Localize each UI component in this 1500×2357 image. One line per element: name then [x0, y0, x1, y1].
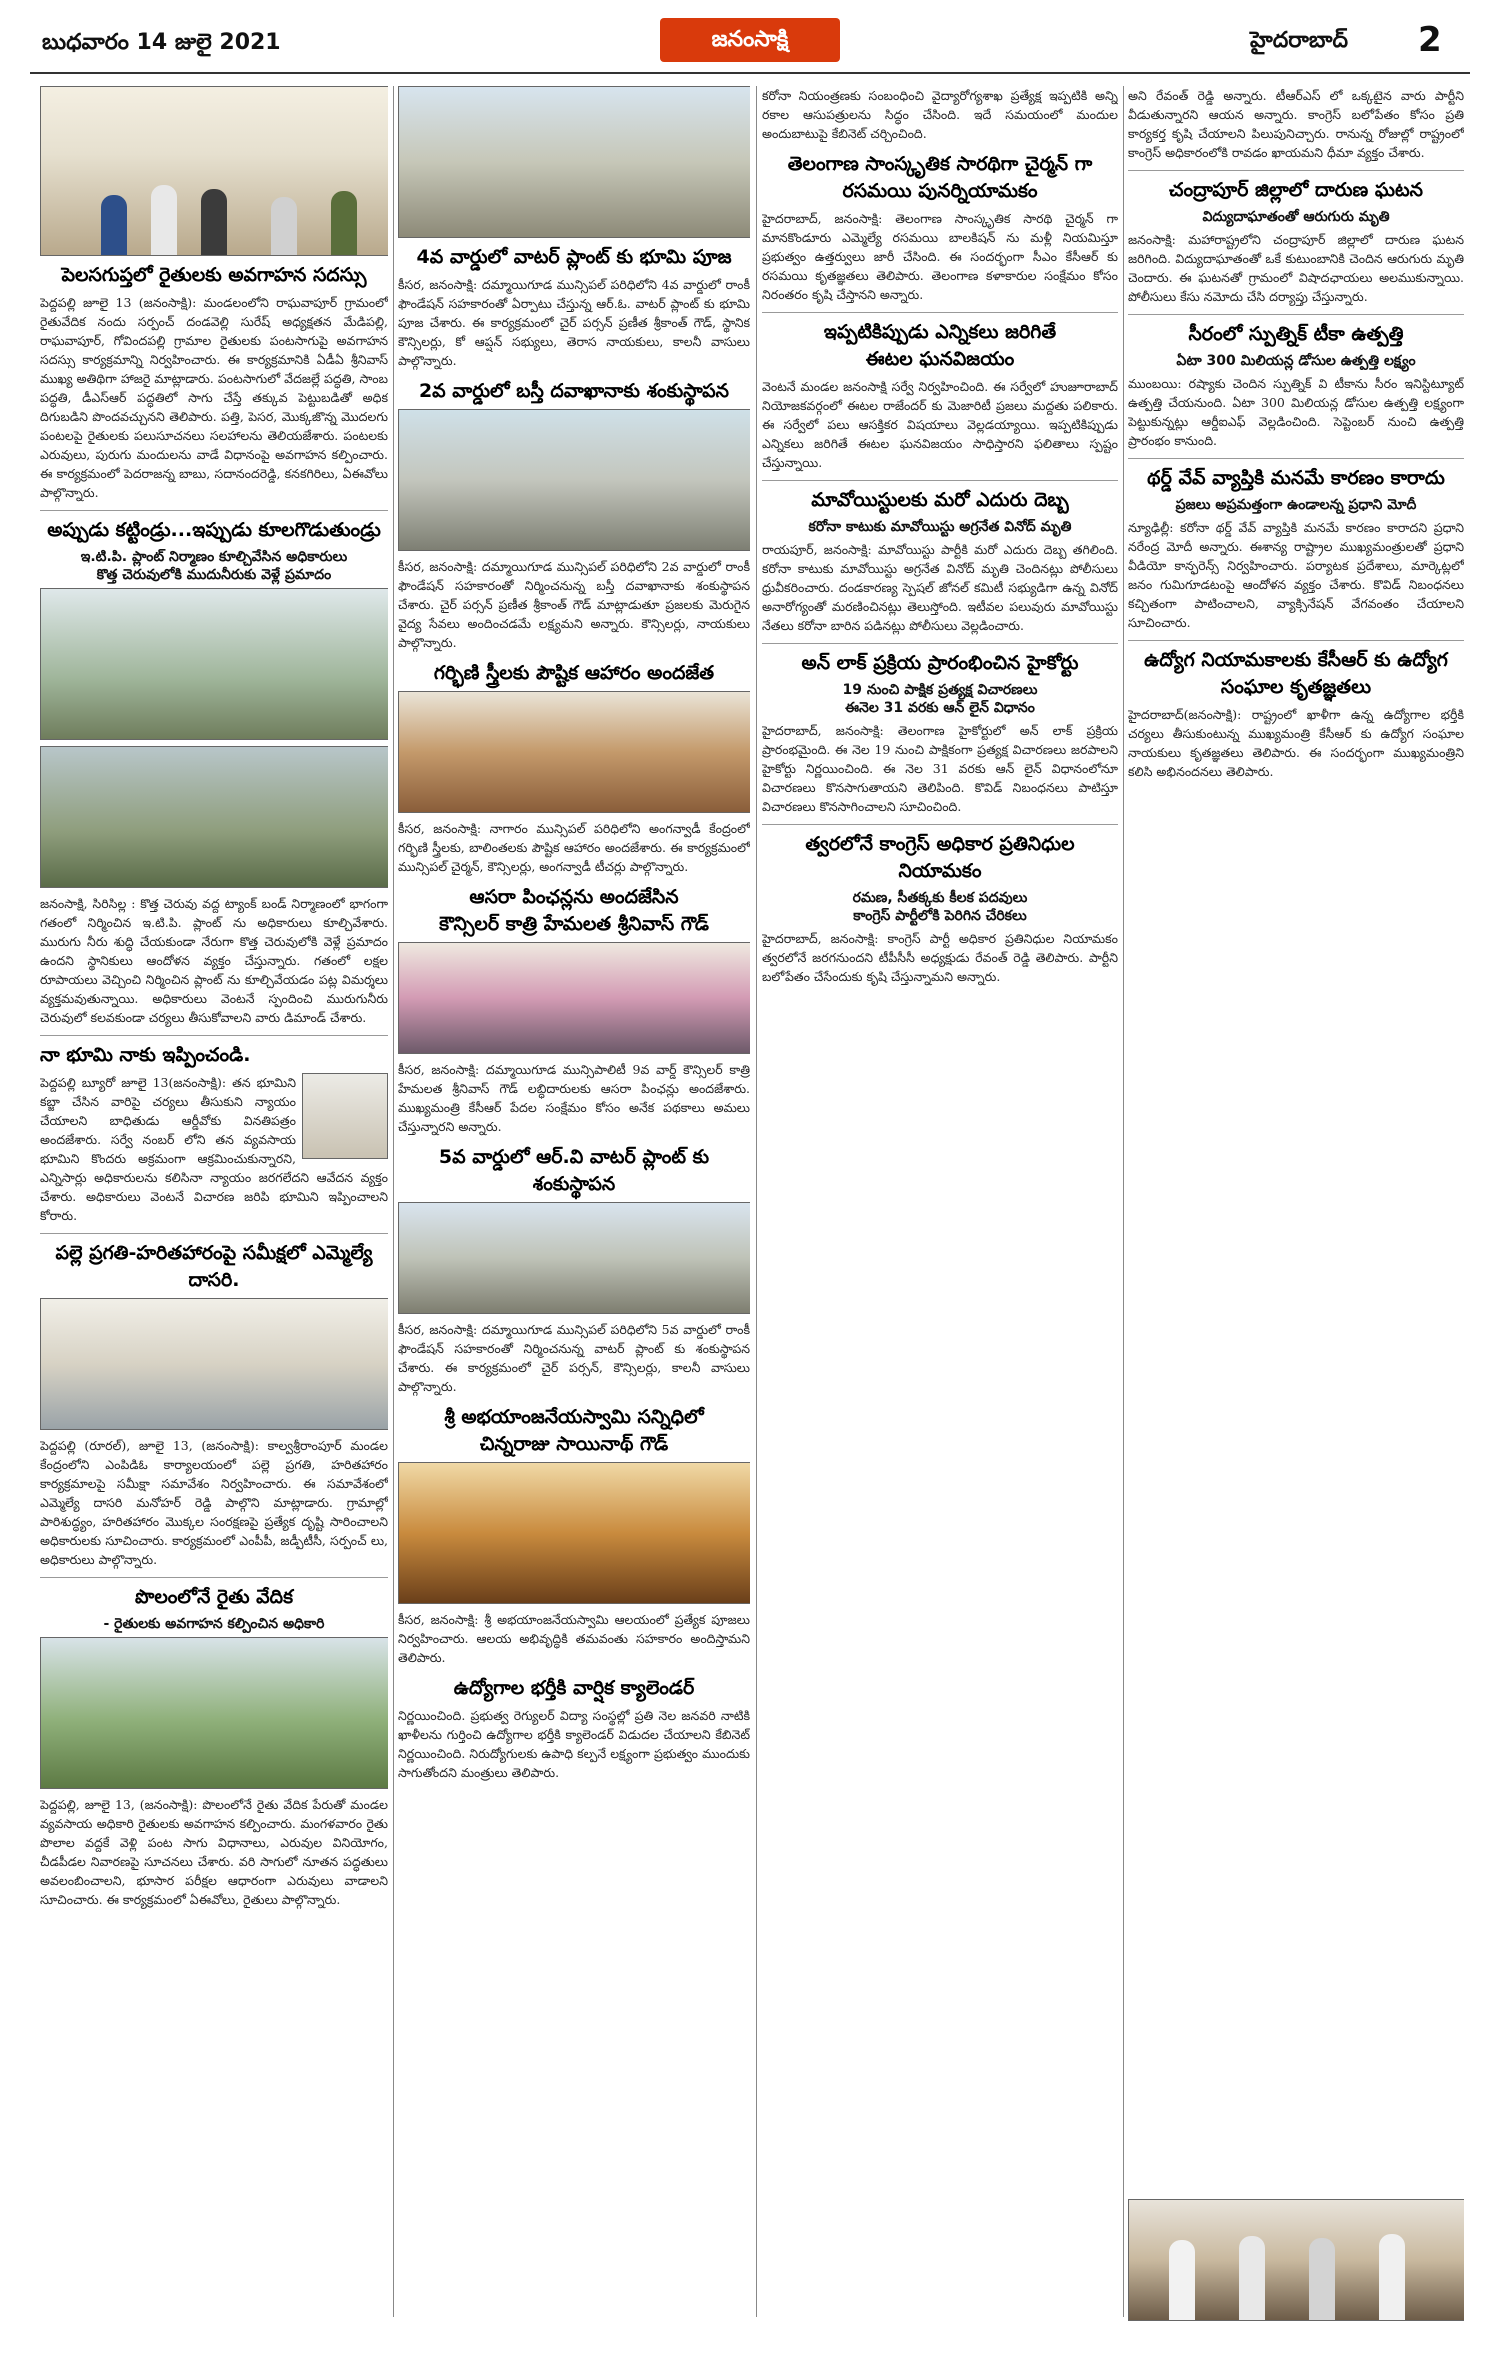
subheadline: ఏటా 300 మిలియన్ల డోసుల ఉత్పత్తి లక్ష్యం — [1176, 353, 1416, 369]
column-1 — [40, 86, 388, 2327]
news-photo — [398, 1462, 750, 1604]
divider — [1128, 458, 1464, 459]
news-photo — [398, 691, 750, 813]
headline: తెలంగాణ సాంస్కృతిక సారథిగా చైర్మన్ గా రసమయి పునర్నియామకం — [787, 153, 1093, 202]
article-body: రాయపూర్, జనంసాక్షి: మావోయిస్టు పార్టీకి మరో ఎదురు దెబ్బ తగిలింది. కరోనా కాటుకు మావోయిస్టు అగ్రనేత వినోద్ మృతి చెందినట్లు పోలీసులు ధ్రువీకరించారు. దండకారణ్య స్పెషల్ జోనల్ కమిటీ సభ్యుడిగా ఉన్న వినోద్ అనారోగ్యంతో మరణించినట్లు తెలుస్తోంది. ఇటీవల పలువురు మావోయిస్టు నేతలు కరోనా బారిన పడినట్లు పోలీసులు వెల్లడించారు. — [762, 542, 1118, 633]
article-body: కీసర, జనంసాక్షి: నాగారం మున్సిపల్ పరిధిలోని అంగన్వాడీ కేంద్రంలో గర్భిణి స్త్రీలకు, బాలింతలకు పౌష్టిక ఆహారం అందజేశారు. ఈ కార్యక్రమంలో మున్సిపల్ చైర్మన్, కౌన్సిలర్లు, అంగన్వాడీ టీచర్లు పాల్గొన్నారు. — [398, 821, 750, 874]
article-body: న్యూఢిల్లీ: కరోనా థర్డ్ వేవ్ వ్యాప్తికి మనమే కారణం కారాదని ప్రధాని నరేంద్ర మోదీ అన్నారు. ఈశాన్య రాష్ట్రాల ముఖ్యమంత్రులతో ప్రధాని వీడియో కాన్ఫరెన్స్ నిర్వహించారు. పర్యాటక ప్రదేశాలు, మార్కెట్లలో జనం గుమిగూడటంపై ఆందోళన వ్యక్తం చేశారు. కొవిడ్ నిబంధనలు కచ్చితంగా పాటించాలని, వ్యాక్సినేషన్ వేగవంతం చేయాలని సూచించారు. — [1128, 520, 1464, 630]
news-photo — [40, 1298, 388, 1430]
headline: అన్ లాక్ ప్రక్రియ ప్రారంభించిన హైకోర్టు — [801, 652, 1079, 674]
headline: ఇప్పటికిప్పుడు ఎన్నికలు జరిగితే ఈటల ఘనవిజయం — [823, 321, 1057, 370]
article-body: కీసర, జనంసాక్షి: దమ్మాయిగూడ మున్సిపాలిటీ 9వ వార్డ్ కౌన్సిలర్ కాత్రి హేమలత శ్రీనివాస్ గౌడ్ లబ్ధిదారులకు ఆసరా పింఛన్లు అందజేశారు. ముఖ్యమంత్రి కేసీఆర్ పేదల సంక్షేమం కోసం అనేక పథకాలు అమలు చేస్తున్నారని అన్నారు. — [398, 1062, 750, 1134]
news-photo — [40, 588, 388, 740]
headline: మావోయిస్టులకు మరో ఎదురు దెబ్బ — [811, 489, 1069, 511]
headline: థర్డ్ వేవ్ వ్యాప్తికి మనమే కారణం కారాదు — [1147, 467, 1445, 489]
divider — [40, 1233, 388, 1234]
divider — [762, 824, 1118, 825]
divider — [1128, 314, 1464, 315]
column-4 — [1128, 86, 1464, 2327]
news-photo — [398, 409, 750, 551]
subheadline: ఇ.టి.పి. ప్లాంట్ నిర్మాణం కూల్చివేసిన అధికారులు కొత్త చెరువులోకి ముదునీరుకు వెళ్లే ప్రమాదం — [80, 549, 348, 583]
portrait-photo — [302, 1073, 388, 1159]
headline: పొలంలోనే రైతు వేదిక — [134, 1586, 294, 1608]
article-body: కీసర, జనంసాక్షి: దమ్మాయిగూడ మున్సిపల్ పరిధిలోని 4వ వార్డులో రాంకీ ఫౌండేషన్ సహకారంతో ఏర్పాటు చేస్తున్న ఆర్.ఓ. వాటర్ ప్లాంట్ కు భూమి పూజ చేశారు. ఈ కార్యక్రమంలో చైర్ పర్సన్ ప్రణీత శ్రీకాంత్ గౌడ్, స్థానిక కౌన్సిలర్లు, కో ఆప్షన్ సభ్యులు, తెరాస నాయకులు, కాలనీ వాసులు పాల్గొన్నారు. — [398, 277, 750, 368]
article-body: పెద్దపల్లి జూలై 13 (జనంసాక్షి): మండలంలోని రాఘవాపూర్ గ్రామంలో రైతువేదిక నందు సర్పంచ్ దండవెల్లి సురేష్ అధ్యక్షతన మేడిపల్లి, రాఘవాపూర్, గోవిందపల్లి గ్రామాల రైతులకు పంటసాగుపై అవగాహన సదస్సు కార్యక్రమాన్ని నిర్వహించారు. ఈ కార్యక్రమానికి ఏడీఏ శ్రీనివాస్ ముఖ్య అతిథిగా హాజరై మాట్లాడారు. పంటసాగులో వేదజల్లే పద్ధతి, సాంబ పద్ధతి, డీఎస్ఆర్ పద్ధతిలో సాగు చేస్తే తక్కువ పెట్టుబడితో అధిక దిగుబడిని పొందవచ్చునని తెలిపారు. పత్తి, పెసర, మొక్కజొన్న మొదలగు పంటలపై రైతులకు పలుసూచనలు సలహాలను తెలియజేశారు. పంటలకు ఎరువులు, పురుగు మందులను వాడే విధానంపై అవగాహన కల్పించారు. ఈ కార్యక్రమంలో పెదరాజన్న బాబు, సదానందరెడ్డి, కనకగిరిలు, ఏఈవోలు పాల్గొన్నారు. — [40, 295, 388, 500]
divider — [1128, 640, 1464, 641]
news-photo — [40, 1637, 388, 1789]
headline: పెలసగుప్తలో రైతులకు అవగాహన సదస్సు — [61, 264, 367, 286]
divider — [762, 480, 1118, 481]
article-body: కీసర, జనంసాక్షి: దమ్మాయిగూడ మున్సిపల్ పరిధిలోని 2వ వార్డులో రాంకీ ఫౌండేషన్ సహకారంతో నిర్మించనున్న బస్తీ దవాఖానాకు శంకుస్థాపన చేశారు. చైర్ పర్సన్ ప్రణీత శ్రీకాంత్ గౌడ్ మాట్లాడుతూ ప్రజలకు మెరుగైన వైద్య సేవలు అందించడమే లక్ష్యమని అన్నారు. కౌన్సిలర్లు, నాయకులు పాల్గొన్నారు. — [398, 559, 750, 650]
column-divider — [1123, 86, 1124, 2317]
news-photo — [398, 86, 750, 238]
issue-date: బుధవారం 14 జులై 2021 — [42, 30, 281, 55]
headline: నా భూమి నాకు ఇప్పించండి. — [40, 1044, 251, 1066]
article-body: హైదరాబాద్, జనంసాక్షి: తెలంగాణ సాంస్కృతిక సారథి చైర్మన్ గా మానకొండూరు ఎమ్మెల్యే రసమయి బాలకిషన్ ను మళ్లీ నియమిస్తూ ప్రభుత్వం ఉత్తర్వులు జారీ చేసింది. ఈ సందర్భంగా సీఎం కేసీఆర్ కు రసమయి కృతజ్ఞతలు తెలిపారు. తెలంగాణ కళాకారుల సంక్షేమం కోసం నిరంతరం కృషి చేస్తానని అన్నారు. — [762, 211, 1118, 302]
article-body: కీసర, జనంసాక్షి: శ్రీ అభయాంజనేయస్వామి ఆలయంలో ప్రత్యేక పూజలు నిర్వహించారు. ఆలయ అభివృద్ధికి తమవంతు సహకారం అందిస్తామని తెలిపారు. — [398, 1612, 750, 1665]
column-3 — [762, 86, 1118, 2327]
article-body: అని రేవంత్ రెడ్డి అన్నారు. టీఆర్ఎస్ లో ఒక్కటైన వారు పార్టీని వీడుతున్నారని ఆయన అన్నారు. కాంగ్రెస్ బలోపేతం కోసం ప్రతి కార్యకర్త కృషి చేయాలని పిలుపునిచ్చారు. రానున్న రోజుల్లో రాష్ట్రంలో కాంగ్రెస్ అధికారంలోకి రావడం ఖాయమని ధీమా వ్యక్తం చేశారు. — [1128, 88, 1464, 160]
headline: ఆసరా పింఛన్లను అందజేసిన కౌన్సిలర్ కాత్రి హేమలత శ్రీనివాస్ గౌడ్ — [439, 886, 709, 935]
article-body: హైదరాబాద్(జనంసాక్షి): రాష్ట్రంలో ఖాళీగా ఉన్న ఉద్యోగాల భర్తీకి చర్యలు తీసుకుంటున్న ముఖ్యమంత్రి కేసీఆర్ కు ఉద్యోగ సంఘాల నాయకులు కృతజ్ఞతలు తెలిపారు. ఈ సందర్భంగా ముఖ్యమంత్రిని కలిసి అభినందనలు తెలిపారు. — [1128, 707, 1464, 779]
column-2 — [398, 86, 750, 2327]
headline: 4వ వార్డులో వాటర్ ప్లాంట్ కు భూమి పూజ — [416, 246, 732, 268]
news-photo — [398, 1202, 750, 1314]
article-body: హైదరాబాద్, జనంసాక్షి: కాంగ్రెస్ పార్టీ అధికార ప్రతినిధుల నియామకం త్వరలోనే జరగనుందని టీపీసీసీ అధ్యక్షుడు రేవంత్ రెడ్డి తెలిపారు. పార్టీని బలోపేతం చేసేందుకు కృషి చేస్తున్నామని అన్నారు. — [762, 931, 1118, 984]
news-photo — [1128, 2199, 1464, 2321]
headline: త్వరలోనే కాంగ్రెస్ అధికార ప్రతినిధుల నియామకం — [805, 833, 1075, 882]
divider — [762, 643, 1118, 644]
headline: 2వ వార్డులో బస్తీ దవాఖానాకు శంకుస్థాపన — [418, 380, 730, 402]
column-divider — [756, 86, 757, 2317]
subheadline: రమణ, సీతక్కకు కీలక పదవులు కాంగ్రెస్ పార్టీలోకి పెరిగిన చేరికలు — [852, 890, 1028, 924]
article-body: కీసర, జనంసాక్షి: దమ్మాయిగూడ మున్సిపల్ పరిధిలోని 5వ వార్డులో రాంకీ ఫౌండేషన్ సహకారంతో నిర్మించనున్న వాటర్ ప్లాంట్ కు శంకుస్థాపన చేశారు. ఈ కార్యక్రమంలో చైర్ పర్సన్, కౌన్సిలర్లు, కాలనీ వాసులు పాల్గొన్నారు. — [398, 1322, 750, 1394]
headline: చంద్రాపూర్ జిల్లాలో దారుణ ఘటన — [1169, 179, 1423, 201]
headline: గర్భిణి స్త్రీలకు పౌష్టిక ఆహారం అందజేత — [433, 662, 715, 684]
divider — [40, 510, 388, 511]
divider — [762, 312, 1118, 313]
article-body: వెంటనే మండల జనంసాక్షి సర్వే నిర్వహించింది. ఈ సర్వేలో హుజూరాబాద్ నియోజకవర్గంలో ఈటల రాజేందర్ కు మెజారిటీ ప్రజలు మద్దతు పలికారు. ఈ సర్వేలో పలు ఆసక్తికర విషయాలు వెల్లడయ్యాయి. ఇప్పటికిప్పుడు ఎన్నికలు జరిగితే ఈటల ఘనవిజయం సాధిస్తారని ఫలితాలు స్పష్టం చేస్తున్నాయి. — [762, 379, 1118, 470]
headline: ఉద్యోగాల భర్తీకి వార్షిక క్యాలెండర్ — [453, 1677, 695, 1699]
article-body: హైదరాబాద్, జనంసాక్షి: తెలంగాణ హైకోర్టులో అన్ లాక్ ప్రక్రియ ప్రారంభమైంది. ఈ నెల 19 నుంచి పాక్షికంగా ప్రత్యక్ష విచారణలు జరపాలని హైకోర్టు నిర్ణయించింది. ఈ నెల 31 వరకు ఆన్ లైన్ విధానంలోనూ విచారణలు కొనసాగుతాయని తెలిపింది. కొవిడ్ నిబంధనలు పాటిస్తూ విచారణలు కొనసాగించాలని సూచించింది. — [762, 723, 1118, 814]
subheadline: కరోనా కాటుకు మావోయిస్టు అగ్రనేత వినోద్ మృతి — [808, 519, 1072, 535]
page-header — [0, 0, 1500, 78]
article-body: పెద్దపల్లి (రూరల్), జూలై 13, (జనంసాక్షి): కాల్వశ్రీరాంపూర్ మండల కేంద్రంలోని ఎంపిడిఓ కార్యాలయంలో పల్లె ప్రగతి, హరితహారం కార్యక్రమాలపై సమీక్షా సమావేశం నిర్వహించారు. ఈ సమావేశంలో ఎమ్మెల్యే దాసరి మనోహర్ రెడ్డి పాల్గొని మాట్లాడారు. గ్రామాల్లో పారిశుద్ధ్యం, హరితహారం మొక్కల సంరక్షణపై ప్రత్యేక దృష్టి సారించాలని అధికారులకు సూచించారు. కార్యక్రమంలో ఎంపీపీ, జడ్పీటీసీ, సర్పంచ్ లు, అధికారులు పాల్గొన్నారు. — [40, 1438, 388, 1567]
edition-city: హైదరాబాద్ — [1250, 28, 1348, 53]
news-photo — [40, 746, 388, 888]
headline: శ్రీ అభయాంజనేయస్వామి సన్నిధిలో చిన్నరాజు సాయినాథ్ గౌడ్ — [444, 1406, 704, 1455]
headline: అప్పుడు కట్టిండ్రు...ఇప్పుడు కూలగొడుతుండ్రు — [47, 519, 381, 541]
article-body: ముంబయి: రష్యాకు చెందిన స్పుత్నిక్ వి టీకాను సీరం ఇనిస్టిట్యూట్ ఉత్పత్తి చేయనుంది. ఏటా 300 మిలియన్ల డోసుల ఉత్పత్తి లక్ష్యంగా పెట్టుకున్నట్లు ఆర్డీఐఎఫ్ వెల్లడించింది. సెప్టెంబర్ నుంచి ఉత్పత్తి ప్రారంభం కానుంది. — [1128, 376, 1464, 448]
subheadline: ప్రజలు అప్రమత్తంగా ఉండాలన్న ప్రధాని మోదీ — [1175, 497, 1417, 513]
page-number: 2 — [1418, 20, 1442, 60]
subheadline: - రైతులకు అవగాహన కల్పించిన అధికారి — [103, 1616, 325, 1632]
header-rule — [30, 72, 1470, 74]
divider — [1128, 170, 1464, 171]
subheadline: విద్యుదాఘాతంతో ఆరుగురు మృతి — [1202, 209, 1390, 225]
article-body: పెద్దపల్లి, జూలై 13, (జనంసాక్షి): పొలంలోనే రైతు వేదిక పేరుతో మండల వ్యవసాయ అధికారి రైతులకు అవగాహన కల్పించారు. మంగళవారం రైతు పొలాల వద్దకే వెళ్లి పంట సాగు విధానాలు, ఎరువుల వినియోగం, చీడపీడల నివారణపై సూచనలు చేశారు. వరి సాగులో నూతన పద్ధతులు అవలంబించాలని, భూసార పరీక్షల ఆధారంగా ఎరువులు వాడాలని సూచించారు. ఈ కార్యక్రమంలో ఏఈవోలు, రైతులు పాల్గొన్నారు. — [40, 1797, 388, 1907]
headline: 5వ వార్డులో ఆర్.వి వాటర్ ప్లాంట్ కు శంకుస్థాపన — [438, 1146, 710, 1195]
article-body: పెద్దపల్లి బ్యూరో జూలై 13(జనంసాక్షి): తన భూమిని కబ్జా చేసిన వారిపై చర్యలు తీసుకుని న్యాయం చేయాలని బాధితుడు ఆర్డీవోకు వినతిపత్రం అందజేశారు. సర్వే నంబర్ లోని తన వ్యవసాయ భూమిని కొందరు అక్రమంగా ఆక్రమించుకున్నారని, ఎన్నిసార్లు అధికారులను కలిసినా న్యాయం జరగలేదని ఆవేదన వ్యక్తం చేశారు. అధికారులు వెంటనే విచారణ జరిపి భూమిని ఇప్పించాలని కోరారు. — [40, 1075, 388, 1223]
news-photo — [398, 942, 750, 1054]
headline: సీరంలో స్పుత్నిక్ టీకా ఉత్పత్తి — [1188, 323, 1404, 345]
headline: ఉద్యోగ నియామకాలకు కేసీఆర్ కు ఉద్యోగ సంఘాల కృతజ్ఞతలు — [1144, 649, 1448, 698]
article-body: జనంసాక్షి: మహారాష్ట్రలోని చంద్రాపూర్ జిల్లాలో దారుణ ఘటన జరిగింది. విద్యుదాఘాతంతో ఒకే కుటుంబానికి చెందిన ఆరుగురు మృతి చెందారు. ఈ ఘటనతో గ్రామంలో విషాదఛాయలు అలముకున్నాయి. పోలీసులు కేసు నమోదు చేసి దర్యాప్తు చేస్తున్నారు. — [1128, 232, 1464, 304]
news-photo — [40, 86, 388, 256]
divider — [40, 1577, 388, 1578]
column-divider — [393, 86, 394, 2317]
article-body: జనంసాక్షి, సిరిసిల్ల : కొత్త చెరువు వద్ద ట్యాంక్ బండ్ నిర్మాణంలో భాగంగా గతంలో నిర్మించిన ఇ.టి.పి. ప్లాంట్ ను అధికారులు కూల్చివేశారు. మురుగు నీరు శుద్ధి చేయకుండా నేరుగా కొత్త చెరువులోకి వెళ్లే ప్రమాదం ఉందని స్థానికులు ఆందోళన వ్యక్తం చేస్తున్నారు. గతంలో లక్షల రూపాయలు వెచ్చించి నిర్మించిన ప్లాంట్ ను కూల్చివేయడం పట్ల విమర్శలు వ్యక్తమవుతున్నాయి. అధికారులు వెంటనే స్పందించి మురుగునీరు చెరువులో కలవకుండా చర్యలు తీసుకోవాలని వారు డిమాండ్ చేశారు. — [40, 896, 388, 1025]
headline: పల్లె ప్రగతి-హరితహారంపై సమీక్షలో ఎమ్మెల్యే దాసరి. — [55, 1242, 373, 1291]
subheadline: 19 నుంచి పాక్షిక ప్రత్యక్ష విచారణలు ఈనెల 31 వరకు ఆన్ లైన్ విధానం — [842, 682, 1038, 716]
divider — [40, 1035, 388, 1036]
article-body: నిర్ణయించింది. ప్రభుత్వ రెగ్యులర్ విద్యా సంస్థల్లో ప్రతి నెల జనవరి నాటికి ఖాళీలను గుర్తించి ఉద్యోగాల భర్తీకి క్యాలెండర్ విడుదల చేయాలని కేబినెట్ నిర్ణయించింది. నిరుద్యోగులకు ఉపాధి కల్పనే లక్ష్యంగా ప్రభుత్వం ముందుకు సాగుతోందని మంత్రులు తెలిపారు. — [398, 1708, 750, 1780]
masthead-logo: జనంసాక్షి — [660, 18, 840, 62]
article-body: కరోనా నియంత్రణకు సంబంధించి వైద్యారోగ్యశాఖ ప్రత్యేక్ష ఇప్పటికి అన్ని రకాల ఆసుపత్రులను సిద్ధం చేసింది. ఇదే సమయంలో మందుల అందుబాటుపై కేబినెట్ చర్చించింది. — [762, 88, 1118, 141]
